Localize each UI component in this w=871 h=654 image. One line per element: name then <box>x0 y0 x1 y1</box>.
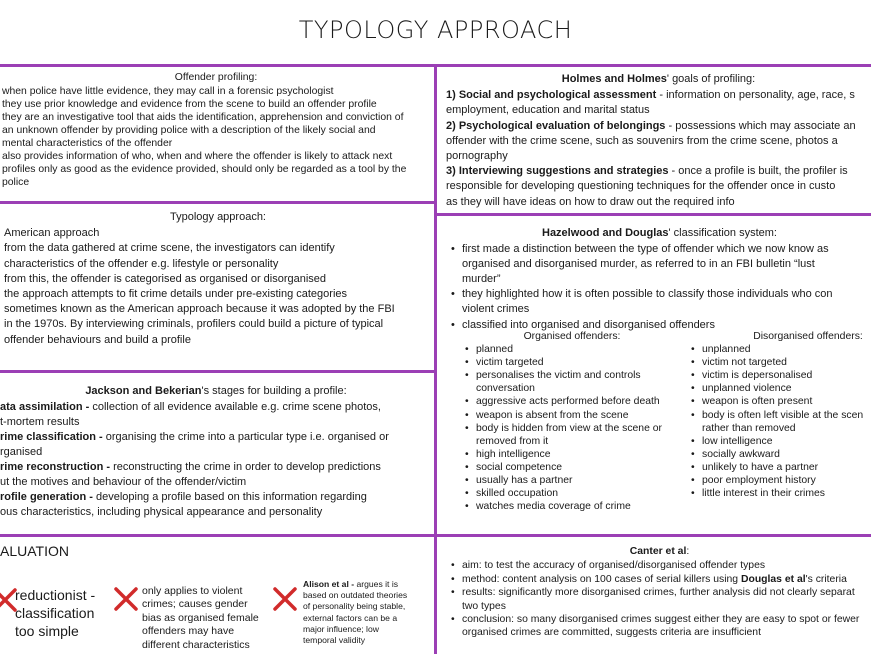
bold-term: rime reconstruction - <box>0 461 111 473</box>
text-line <box>0 415 432 430</box>
list-item: • unplanned violence <box>688 382 871 395</box>
line-text: pornography <box>446 150 508 163</box>
text-line: mental characteristics of the offender <box>2 138 173 149</box>
page-title: TYPOLOGY APPROACH <box>298 16 573 44</box>
heading-bold: Jackson and Bekerian <box>85 385 202 397</box>
line-text: aim: to test the accuracy of organised/disorganised offender types <box>462 560 766 572</box>
section-heading: Typology approach: <box>169 211 266 223</box>
evaluation-point-3 <box>303 579 433 646</box>
divider <box>0 370 436 373</box>
eval-line <box>142 585 259 598</box>
list-item: • low intelligence <box>688 435 871 448</box>
eval-line <box>303 601 433 612</box>
heading-rest: ' goals of profiling: <box>666 73 756 85</box>
text-line <box>446 134 871 149</box>
line-text: argues it is <box>354 579 399 589</box>
divider <box>436 213 871 216</box>
bold-term: 1) Social and psychological assessment <box>446 89 657 102</box>
text-line <box>446 149 871 164</box>
divider <box>0 534 871 537</box>
line-text: bias as organised female <box>142 611 259 624</box>
text-line <box>446 88 871 103</box>
text-line <box>446 103 871 118</box>
text-line <box>0 400 432 415</box>
line-text: t-mortem results <box>0 416 80 428</box>
text-line: they are an investigative tool that aids the identification, apprehension and conviction of <box>2 112 404 123</box>
list-item: • social competence <box>462 461 702 474</box>
offender-profiling-panel <box>2 71 430 199</box>
list-item: • usually has a partner <box>462 474 702 487</box>
line-text: reconstructing the crime in order to develop predictions <box>110 461 381 473</box>
text-line: also provides information of who, when and where the offender is likely to attack next <box>2 151 393 162</box>
text-line <box>0 460 432 475</box>
list-item <box>448 573 871 586</box>
heading-rest: ' classification system: <box>668 227 777 239</box>
disorganised-heading: Disorganised offenders: <box>753 331 863 342</box>
eval-line <box>142 598 259 611</box>
list-item: • victim targeted <box>462 356 702 369</box>
evaluation-heading: ALUATION <box>0 543 69 559</box>
text-line <box>446 119 871 134</box>
line-text: classification <box>15 605 95 621</box>
list-item: • weapon is often present <box>688 395 871 408</box>
heading-bold: Holmes and Holmes <box>561 73 667 85</box>
line-text: violent crimes <box>462 303 530 316</box>
text-line: when police have little evidence, they may call in a forensic psychologist <box>2 86 334 97</box>
eval-line <box>303 590 433 601</box>
line-text: murder” <box>462 273 501 286</box>
text-line <box>0 475 432 490</box>
text-line: from this, the offender is categorised as organised or disorganised <box>4 272 327 285</box>
text-line <box>446 164 871 179</box>
list-item <box>448 242 871 287</box>
list-item: • high intelligence <box>462 448 702 461</box>
section-heading <box>448 545 871 558</box>
canter-panel <box>448 545 871 654</box>
line-text: organising the crime into a particular type i.e. organised or <box>102 431 389 443</box>
list-item: • little interest in their crimes <box>688 487 871 500</box>
heading-bold: Hazelwood and Douglas <box>542 227 669 239</box>
list-item: • personalises the victim and controls <box>462 369 702 382</box>
bold-term: rime classification - <box>0 431 103 443</box>
section-heading: Offender profiling: <box>174 72 258 83</box>
divider <box>434 64 437 654</box>
list-item: • victim not targeted <box>688 356 871 369</box>
line-text: - information on personality, age, race, s <box>656 89 855 102</box>
list-item <box>448 613 871 640</box>
line-text: offender with the crime scene, such as souvenirs from the crime scene, photos a <box>446 134 838 147</box>
line-text: crimes; causes gender <box>142 598 248 611</box>
eval-line <box>15 586 95 604</box>
list-item: • weapon is absent from the scene <box>462 409 702 422</box>
list-item <box>448 586 871 613</box>
line-text: classified into organised and disorganised offenders <box>462 318 715 331</box>
heading-rest: : <box>686 546 690 557</box>
line-text: based on outdated theories <box>303 590 408 601</box>
evaluation-point-2 <box>142 585 259 652</box>
line-text: results: significantly more disorganised crimes, further analysis did not clearly separat <box>462 587 855 599</box>
list-item <box>448 559 871 572</box>
typology-panel <box>4 210 432 368</box>
list-item: • watches media coverage of crime <box>462 500 702 513</box>
text-line <box>0 490 432 505</box>
text-line: profiles only as good as the evidence provided, should only be regarded as a tool by the <box>2 164 407 175</box>
list-item: • skilled occupation <box>462 487 702 500</box>
list-item: • planned <box>462 343 702 356</box>
section-heading <box>446 72 871 87</box>
eval-line <box>15 604 95 622</box>
heading-rest: 's stages for building a profile: <box>201 385 347 397</box>
section-heading <box>448 226 871 241</box>
eval-line <box>142 625 259 638</box>
list-item: conversation <box>476 383 535 395</box>
text-line: characteristics of the offender e.g. lifestyle or personality <box>4 257 279 270</box>
heading-bold: Canter et al <box>629 546 687 557</box>
text-line: sometimes known as the American approach because it was adopted by the FBI <box>4 303 395 316</box>
line-text: employment, education and marital status <box>446 104 650 117</box>
text-line: from the data gathered at crime scene, the investigators can identify <box>4 242 335 255</box>
line-text: organised crimes are committed, suggests criteria are insufficient <box>462 627 761 639</box>
eval-line <box>142 639 259 652</box>
eval-line <box>303 635 433 646</box>
list-item: removed from it <box>476 435 549 447</box>
line-text: - once a profile is built, the profiler is <box>668 165 848 178</box>
text-line: the approach attempts to fit crime details under pre-existing categories <box>4 288 348 301</box>
line-text: of personality being stable, <box>303 601 406 612</box>
text-line: police <box>2 177 30 188</box>
cross-icon <box>272 586 298 612</box>
line-text: rganised <box>0 446 43 458</box>
line-text: only applies to violent <box>142 585 243 597</box>
text-line <box>0 445 432 460</box>
list-item: • unlikely to have a partner <box>688 461 871 474</box>
line-text: developing a profile based on this information regarding <box>92 491 367 503</box>
list-item: rather than removed <box>702 422 796 434</box>
line-text: ut the motives and behaviour of the offender/victim <box>0 476 247 488</box>
line-text: they highlighted how it is often possible to classify those individuals who con <box>462 288 833 301</box>
text-line: offender behaviours and build a profile <box>4 333 191 346</box>
bold-term: ata assimilation - <box>0 401 90 413</box>
organised-heading: Organised offenders: <box>523 331 621 342</box>
list-item: • body is often left visible at the scen <box>688 409 871 422</box>
hazelwood-panel <box>448 226 871 532</box>
text-line: an unknown offender by providing police with a description of the likely social and <box>2 125 376 136</box>
bold-term: 3) Interviewing suggestions and strategies <box>446 165 669 178</box>
text-line: American approach <box>4 227 100 240</box>
text-line <box>0 505 432 520</box>
line-text: organised and disorganised murder, as referred to in an FBI bulletin “lust <box>462 258 815 271</box>
list-item: • aggressive acts performed before death <box>462 395 702 408</box>
line-text: offenders may have <box>142 625 235 638</box>
line-text: responsible for developing questioning techniques for the offender once in custo <box>446 180 836 193</box>
eval-line <box>303 624 433 635</box>
cross-icon <box>113 586 139 612</box>
bold-term: Douglas et al <box>740 573 806 585</box>
holmes-panel <box>446 72 871 212</box>
line-text: method: content analysis on 100 cases of serial killers using <box>462 573 741 585</box>
line-text: conclusion: so many disorganised crimes suggest either they are easy to spot or fewer <box>462 614 860 626</box>
bold-term: Alison et al - <box>303 579 355 589</box>
line-text: two types <box>462 600 506 612</box>
eval-line <box>142 612 259 625</box>
jackson-bekerian-panel <box>0 384 432 532</box>
evaluation-point-1 <box>15 586 95 640</box>
bold-term: 2) Psychological evaluation of belongings <box>446 119 666 132</box>
eval-line <box>303 613 433 624</box>
line-text: different characteristics <box>142 638 250 651</box>
text-line <box>0 430 432 445</box>
text-line <box>446 179 871 194</box>
line-text: external factors can be a <box>303 612 398 623</box>
bold-term: rofile generation - <box>0 491 93 503</box>
list-item: • victim is depersonalised <box>688 369 871 382</box>
list-item <box>448 287 871 317</box>
line-text: reductionist - <box>15 587 96 603</box>
text-line: they use prior knowledge and evidence from the scene to build an offender profile <box>2 99 377 110</box>
list-item: • socially awkward <box>688 448 871 461</box>
line-text: collection of all evidence available e.g. crime scene photos, <box>89 401 381 413</box>
text-line <box>446 195 871 210</box>
eval-line <box>303 579 433 590</box>
list-item: • body is hidden from view at the scene or <box>462 422 702 435</box>
text-line: in the 1970s. By interviewing criminals, profilers could build a picture of typical <box>4 318 384 331</box>
line-text: - possessions which may associate an <box>665 119 856 132</box>
list-item: • poor employment history <box>688 474 871 487</box>
line-text: ous characteristics, including physical appearance and personality <box>0 506 323 518</box>
line-text: too simple <box>15 623 79 639</box>
line-text: first made a distinction between the type of offender which we now know as <box>462 243 829 256</box>
line-text: as they will have ideas on how to draw out the required info <box>446 195 735 208</box>
divider <box>0 201 436 204</box>
section-heading <box>0 384 432 399</box>
line-text: temporal validity <box>303 635 366 646</box>
line-text: major influence; low <box>303 623 379 634</box>
line-text: 's criteria <box>805 573 847 585</box>
eval-line <box>15 622 95 640</box>
list-item: • unplanned <box>688 343 871 356</box>
